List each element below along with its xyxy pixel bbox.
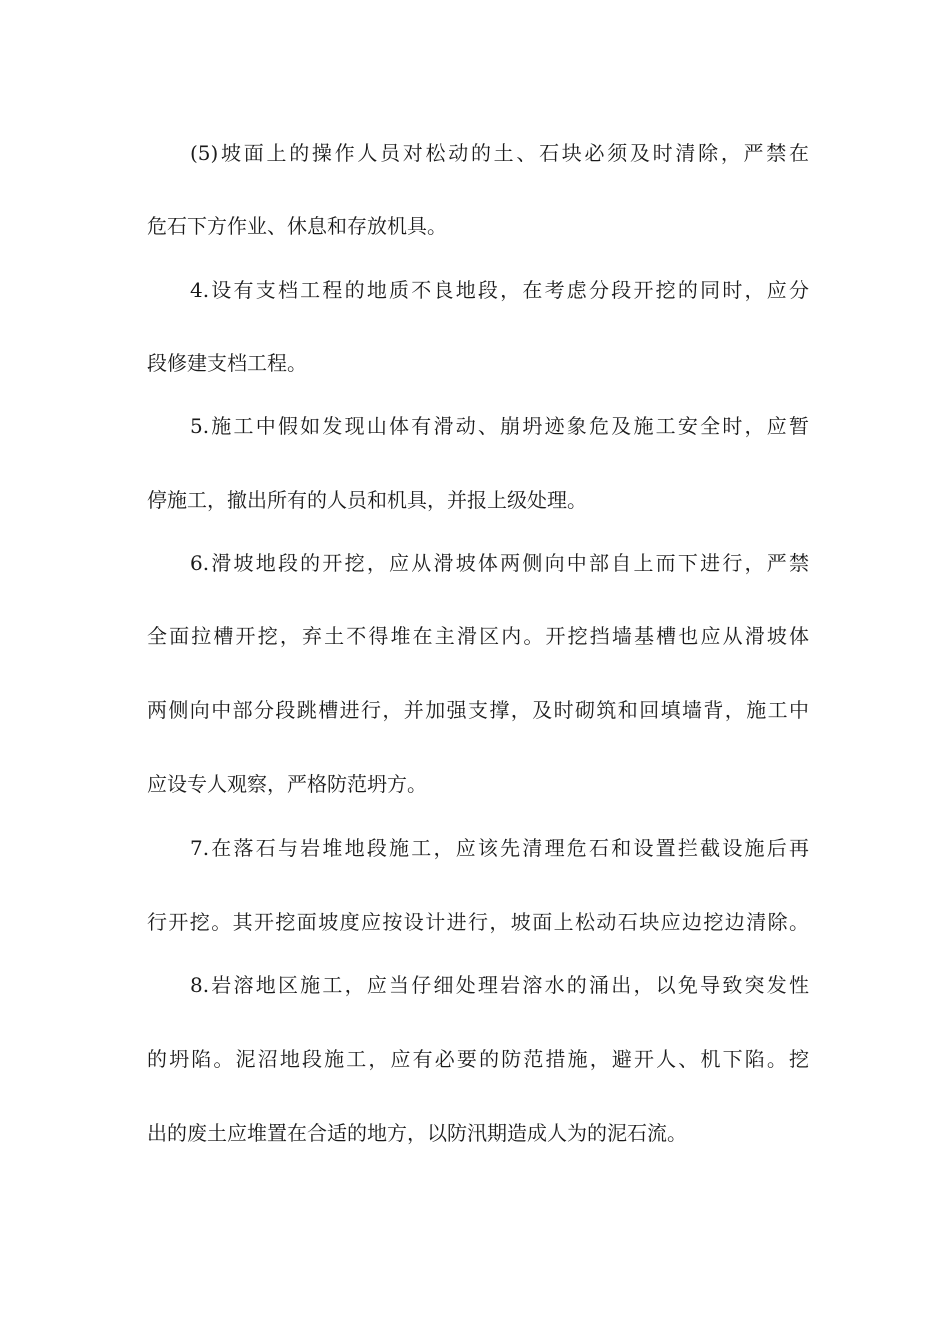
text-line: 应设专人观察，严格防范坍方。 [147,772,427,796]
text-line: 7.在落石与岩堆地段施工，应该先清理危石和设置拦截设施后再 [190,836,809,860]
text-line: 5.施工中假如发现山体有滑动、崩坍迹象危及施工安全时，应暂 [190,414,809,438]
text-line: 4.设有支档工程的地质不良地段，在考虑分段开挖的同时，应分 [190,278,809,302]
text-line: 停施工，撤出所有的人员和机具，并报上级处理。 [147,488,587,512]
text-line: 全面拉槽开挖，弃土不得堆在主滑区内。开挖挡墙基槽也应从滑坡体 [147,624,809,648]
text-line: (5)坡面上的操作人员对松动的土、石块必须及时清除，严禁在 [190,141,809,165]
text-line: 的坍陷。泥沼地段施工，应有必要的防范措施，避开人、机下陷。挖 [147,1047,809,1071]
text-line: 8.岩溶地区施工，应当仔细处理岩溶水的涌出，以免导致突发性 [190,973,809,997]
text-line: 行开挖。其开挖面坡度应按设计进行，坡面上松动石块应边挖边清除。 [147,910,809,934]
text-line: 危石下方作业、休息和存放机具。 [147,214,447,238]
text-line: 出的废土应堆置在合适的地方，以防汛期造成人为的泥石流。 [147,1121,687,1145]
text-line: 两侧向中部分段跳槽进行，并加强支撑，及时砌筑和回填墙背，施工中 [147,698,809,722]
text-line: 6.滑坡地段的开挖，应从滑坡体两侧向中部自上而下进行，严禁 [190,551,809,575]
text-line: 段修建支档工程。 [147,351,307,375]
